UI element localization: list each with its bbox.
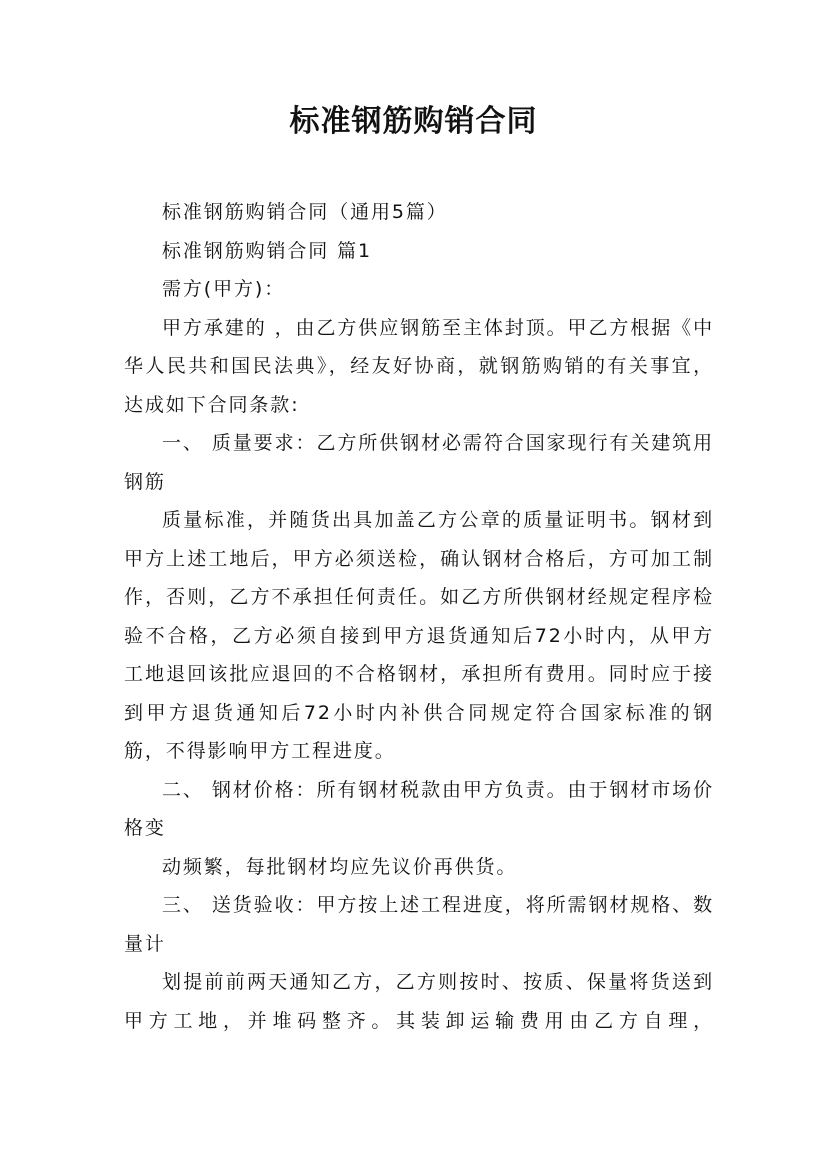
- document-title: 标准钢筋购销合同: [289, 104, 538, 139]
- document-body: [124, 193, 714, 1040]
- paragraph-preamble: 甲方承建的 ，由乙方供应钢筋至主体封顶。甲乙方根据《中华人民共和国民法典》，经友好协商，就钢筋购销的有关事宜，达成如下合同条款:: [124, 316, 714, 416]
- paragraph-clause-3-body: 划提前前两天通知乙方，乙方则按时、按质、保量将货送到甲方工地，并堆码整齐。其装卸运输费用由乙方自理，: [124, 971, 714, 1032]
- paragraph-clause-1-body: 质量标准，并随货出具加盖乙方公章的质量证明书。钢材到甲方上述工地后，甲方必须送检，确认钢材合格后，方可加工制作，否则，乙方不承担任何责任。如乙方所供钢材经规定程序检验不合格，乙方必须自接到甲方退货通知后72小时内，从甲方工地退回该批应退回的不合格钢材，承担所有费用。同时应于接到甲方退货通知后72小时内补供合同规定符合国家标准的钢筋，不得影响甲方工程进度。: [124, 509, 714, 762]
- paragraph-clause-2: 二、 钢材价格：所有钢材税款由甲方负责。由于钢材市场价格变: [124, 778, 714, 839]
- paragraph-clause-1: 一、 质量要求：乙方所供钢材必需符合国家现行有关建筑用钢筋: [124, 432, 714, 493]
- paragraph-section-heading: 标准钢筋购销合同 篇1: [162, 239, 373, 262]
- paragraph-party-a: 需方(甲方)：: [162, 278, 286, 300]
- paragraph-clause-2-body: 动频繁，每批钢材均应先议价再供货。: [162, 855, 518, 878]
- paragraph-subtitle: 标准钢筋购销合同（通用5篇）: [162, 201, 448, 223]
- paragraph-clause-3: 三、 送货验收：甲方按上述工程进度，将所需钢材规格、数量计: [124, 894, 714, 955]
